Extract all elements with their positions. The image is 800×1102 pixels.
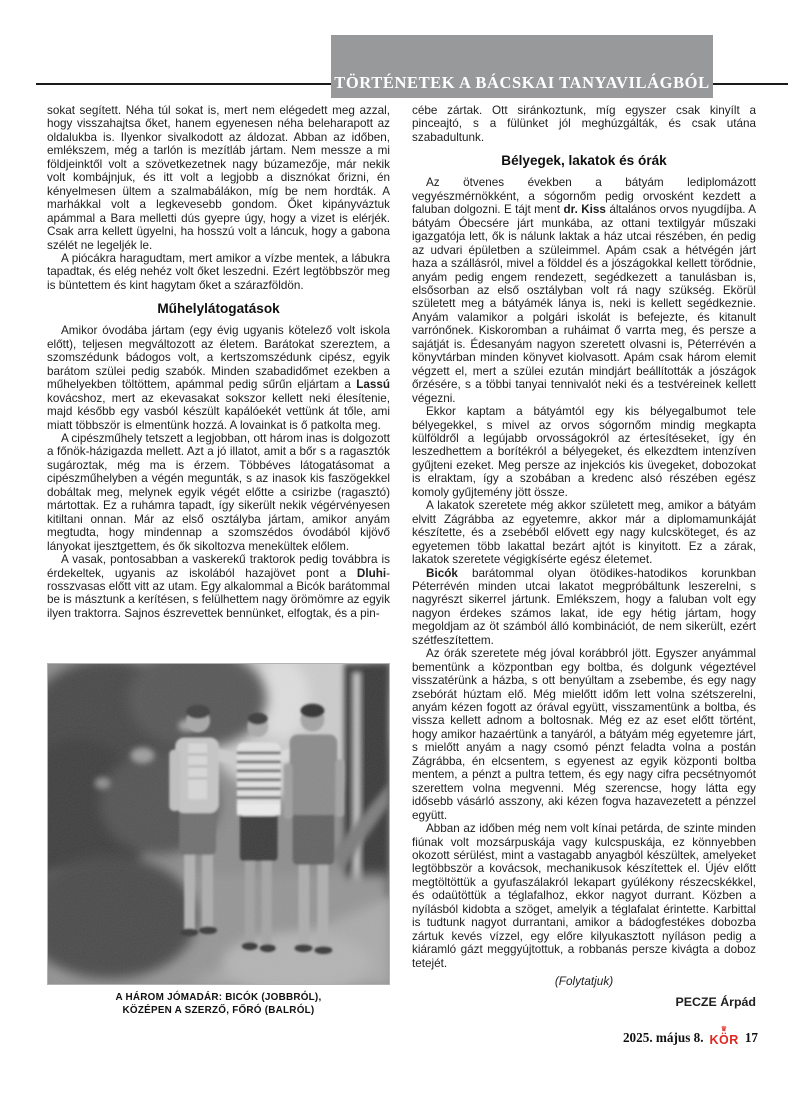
page-number: 17 bbox=[744, 1030, 758, 1046]
paragraph: sokat segített. Néha túl sokat is, mert nem elégedett meg azzal, hogy visszahajtsa őket, hanem egyenesen néha beleharapott az oldalukba is. Ilyenkor sivalkodott az áldozat. Abban az időben, emlékszem, még a tarlón is mezítláb jártam. Nem messze a mi földjeinktől volt a szövetkezetnek nagy búzamezője, már nekik volt kombájnjuk, és itt volt a legjobb a disznókat őrizni, én kényelmesen ültem a szalmabálákon, míg be nem hordták. A marhákkal volt a legkevesebb gondom. Őket kipányváztuk apámmal a Bara melletti dús gyepre úgy, hogy a vizet is elérjék. Csak arra kellett ügyelni, ha hosszú volt a láncuk, hogy a gabona szélét ne legeljék le. bbox=[47, 104, 390, 252]
page-footer bbox=[622, 1026, 758, 1047]
section-banner-title: TÖRTÉNETEK A BÁCSKAI TANYAVILÁGBÓL bbox=[334, 73, 710, 92]
paragraph: A vasak, pontosabban a vaskerekű traktorok pedig továbbra is érdekeltek, ugyanis az iskolából hazajövet pont a Dluhi-rosszvasas előtt vitt az utam. Egy alkalommal a Bicók barátommal be is másztunk a kerítésen, s felülhettem nagy örömömre az egyik ilyen traktorra. Sajnos észrevettek bennünket, elfogtak, és a pin- bbox=[47, 553, 390, 620]
photo-caption-line2: KÖZÉPEN A SZERZŐ, FŐRÓ (BALRÓL) bbox=[122, 1004, 315, 1016]
header-rule-left bbox=[36, 83, 331, 85]
author-byline: PECZE Árpád bbox=[675, 995, 756, 1010]
header-rule-right bbox=[713, 83, 788, 85]
paragraph: A lakatok szeretete még akkor született meg, amikor a bátyám elvitt Zágrábba az egyetemre, akkor már a diplomamunkáját készítette, és a zsebéből elővett egy nagy kulcsköteget, és az egyetemen több lakattal bezárt ajtót is kinyitott. Ez a zárak, lakatok szeretete végigkísérte egész életemet. bbox=[412, 499, 756, 567]
paragraph: Bicók barátommal olyan ötödikes-hatodikos korunkban Péterrévén minden utcai lakatot megpróbáltunk leszerelni, s nagyrészt sikerrel jártunk. Emlékszem, hogy a faluban volt egy nagyon érdekes számos lakat, ide egy hétig jártam, hogy megoldjam az öt számból álló kombinációt, de nem sikerült, ezért szétfeszítettem. bbox=[412, 566, 756, 647]
section-heading: Bélyegek, lakatok és órák bbox=[501, 153, 667, 169]
kor-magazine-logo bbox=[709, 1026, 739, 1047]
paragraph: Ekkor kaptam a bátyámtól egy kis bélyegalbumot tele bélyegekkel, s mivel az orvos sógornőm mindig megkapta külföldről a legújabb orvosságokról az értesítéseket, így én leszedhettem a borítékról a bélyegeket, és elkezdtem intenzíven gyűjteni ezeket. Meg persze az injekciós kis üvegeket, dobozokat is elraktam, így a szobában a kredenc alsó részében egész komoly gyűjtemény jött össze. bbox=[412, 405, 756, 499]
photo-caption-line1: A HÁROM JÓMADÁR: BICÓK (JOBBRÓL), bbox=[115, 992, 322, 1003]
crown-icon: ♛ bbox=[720, 1026, 728, 1033]
left-text-column bbox=[47, 104, 390, 661]
paragraph: Amikor óvodába jártam (egy évig ugyanis kötelező volt iskola előtt), teljesen megváltozott az életem. Barátokat szereztem, a szomszédunk bádogos volt, a kertszomszédunk cipész, egyik barátom szülei pedig szabók. Minden szabadidőmet ezekben a műhelyekben töltöttem, apámmal pedig sűrűn eljártam a Lassú kovácshoz, mert az ekevasakat sokszor kellett neki élesítenie, majd később egy vasból készült kapálóekét vettünk át tőle, ami miatt többször is elmentünk hozzá. A lovainkat is ő patkolta meg. bbox=[47, 324, 390, 432]
paragraph: A cipészműhely tetszett a legjobban, ott három inas is dolgozott a főnök-házigazda mellett. Azt a jó illatot, amit a bőr s a ragasztók sugároztak, még ma is érzem. Többéves látogatásomat a cipészműhelyben a végén megunták, s az inasok kis faszögekkel dobáltak meg, melynek egyik végét előtte a csirizbe (ragasztó) mártottak. Ez a ruhámra tapadt, így sikerült nekik végérvényesen kitiltani onnan. Már az első osztályba jártam, amikor anyám megtudta, hogy mindennap a szomszédos óvodából kijövő lányokat ijesztgettem, és ők sikoltozva menekültek előlem. bbox=[47, 431, 390, 553]
paragraph: Abban az időben még nem volt kínai petárda, de szinte minden fiúnak volt mozsárpuskája vagy kulcspuskája, ez könnyebben okozott sérülést, mint a vastagabb anyagból készültek, amelyeket legtöbbször a kovácsok, mechanikusok készítettek el. Újév előtt megtöltöttük a gyufaszálakról lekapart gyúlékony részecskékkel, és odaütöttük a téglafalhoz, ekkor nagyot durrant. Közben a nyílásból kidobta a szöget, amelyik a téglafalat érintette. Karbittal is tudtunk nagyot durrantani, amikor a bádogfestékes dobozba zártuk kevés vízzel, egy előre kilyukasztott nyíláson pedig a kiáramló gázt meggyújtottuk, a robbanás persze kivágta a doboz tetejét. bbox=[412, 822, 756, 970]
paragraph: Az ötvenes években a bátyám lediplomázott vegyészmérnökként, a sógornőm pedig orvosként kezdett a faluban dolgozni. E tájt ment dr. Kiss általános orvos nyugdíjba. A bátyám Óbecsére járt munkába, az ottani textilgyár műszaki igazgatója lett, ők is nálunk laktak a ház utcai részében, én pedig az udvari épületben a szüleimmel. Apám csak a hétvégén járt haza a szállásról, mivel a földdel és a jószágokkal kellett törődnie, anyám pedig engem rendezett, segédkezett a tanulásban is, elsősorban az első osztályban volt rá nagy szükség. Ekörül született meg a bátyámék lánya is, neki is kellett segédkeznie. Anyám valamikor a polgári iskolát is befejezte, és kitanult varrónőnek. Kiskoromban a ruháimat ő varrta meg, és persze a sajátját is. Édesanyám nagyon szeretett olvasni is, Péterrévén a könyvtárban minden könyvet kiolvasott. Apám csak három elemit végzett el, mert a szülei ezután mindjárt beállították a jószágok őrzésére, s a többi tanyai tennivalót neki és a testvéreinek kellett végezni. bbox=[412, 176, 756, 405]
footer-date: 2025. május 8. bbox=[622, 1030, 704, 1046]
continuation-note: (Folytatjuk) bbox=[554, 974, 614, 989]
photo-caption bbox=[47, 992, 390, 1017]
section-banner bbox=[331, 35, 713, 98]
section-heading: Műhelylátogatások bbox=[157, 301, 280, 317]
logo-text: KÖR bbox=[709, 1033, 739, 1047]
right-text-column bbox=[412, 104, 756, 1039]
paragraph: Az órák szeretete még jóval korábbról jött. Egyszer anyámmal bementünk a központban egy boltba, és dolgunk végeztével visszatérünk a házba, s ott benyúltam a zsebembe, és egy nagy zsebórát húztam elő. Még mielőtt időm lett volna szétszerelni, anyám kézen fogott az órával együtt, visszamentünk a boltba, és vissza kellett adnom a boltosnak. Még ez az eset előtt történt, hogy amikor hazaértünk a tanyáról, a bátyám még egyetemre járt, s mielőtt anyám a nagy csomó pénzt feladta volna a postán Zágrábba, én elcsentem, s egyenest az egyik központi boltba mentem, a pénzt a pultra tettem, és egy nagy cifra pecsétnyomót szerettem volna megvenni. Még szerencse, hogy látta egy idősebb vásárló asszony, aki kézen fogva hazavezetett a pénzzel együtt. bbox=[412, 647, 756, 822]
photo-illustration bbox=[48, 664, 389, 984]
photo-three-boys bbox=[47, 663, 390, 985]
paragraph: A piócákra haragudtam, mert amikor a vízbe mentek, a lábukra tapadtak, és elég nehéz volt őket leszedni. Ezért legtöbbször meg is büntettem és kint hagytam őket a szárazföldön. bbox=[47, 251, 390, 292]
right-column-blocks bbox=[412, 104, 756, 970]
paragraph: cébe zártak. Ott siránkoztunk, míg egyszer csak kinyílt a pinceajtó, s a fülünket jól meghúzgálták, és csak utána szabadultunk. bbox=[412, 104, 756, 144]
